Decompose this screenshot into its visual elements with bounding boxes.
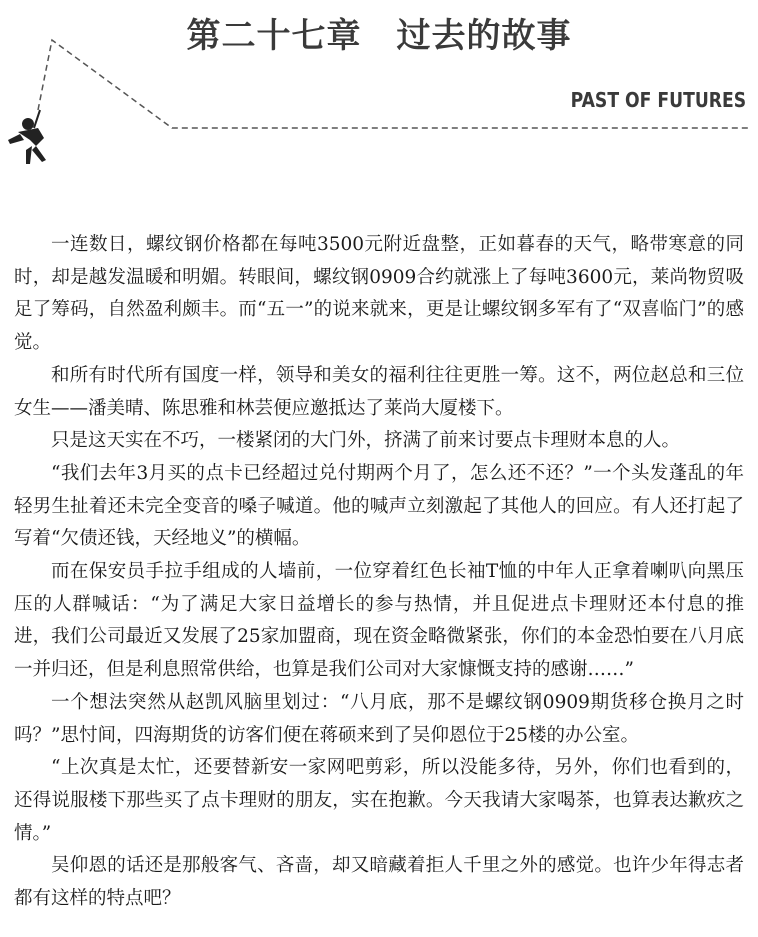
paragraph: 和所有时代所有国度一样，领导和美女的福利往往更胜一筹。这不，两位赵总和三位女生——潘美晴、陈思雅和林芸便应邀抵达了莱尚大厦楼下。 (14, 364, 744, 419)
paragraph: 而在保安员手拉手组成的人墙前，一位穿着红色长袖T恤的中年人正拿着喇叭向黑压压的人群喊话：“为了满足大家日益增长的参与热情，并且促进点卡理财还本付息的推进，我们公司最近又发展了25家加盟商，现在资金略微紧张，你们的本金恐怕要在八月底一并归还，但是利息照常供给，也算是我们公司对大家慷慨支持的感谢……” (14, 561, 744, 681)
paragraph: 一个想法突然从赵凯风脑里划过：“八月底，那不是螺纹钢0909期货移仓换月之时吗？”思忖间，四海期货的访客们便在蒋硕来到了吴仰恩位于25楼的办公室。 (14, 691, 744, 746)
rock-climber-icon (8, 110, 46, 164)
paragraph: 一连数日，螺纹钢价格都在每吨3500元附近盘整，正如暮春的天气，略带寒意的同时，却是越发温暖和明媚。转眼间，螺纹钢0909合约就涨上了每吨3600元，莱尚物贸吸足了筹码，自然盈利颇丰。而“五一”的说来就来，更是让螺纹钢多军有了“双喜临门”的感觉。 (14, 234, 744, 354)
chapter-body (14, 229, 744, 916)
chapter-title: 第二十七章 过去的故事 (186, 16, 572, 56)
paragraph: 只是这天实在不巧，一楼紧闭的大门外，挤满了前来讨要点卡理财本息的人。 (51, 430, 681, 452)
paragraph: “我们去年3月买的点卡已经超过兑付期两个月了，怎么还不还？”一个头发蓬乱的年轻男生扯着还未完全变音的嗓子喊道。他的喊声立刻激起了其他人的回应。有人还打起了写着“欠债还钱，天经地义”的横幅。 (14, 462, 744, 550)
paragraph: “上次真是太忙，还要替新安一家网吧剪彩，所以没能多待，另外，你们也看到的，还得说服楼下那些买了点卡理财的朋友，实在抱歉。今天我请大家喝茶，也算表达歉疚之情。” (14, 757, 744, 844)
chapter-subtitle: PAST OF FUTURES (570, 88, 746, 112)
paragraph: 吴仰恩的话还是那般客气、吝啬，却又暗藏着拒人千里之外的感觉。也许少年得志者都有这样的特点吧？ (14, 855, 744, 910)
